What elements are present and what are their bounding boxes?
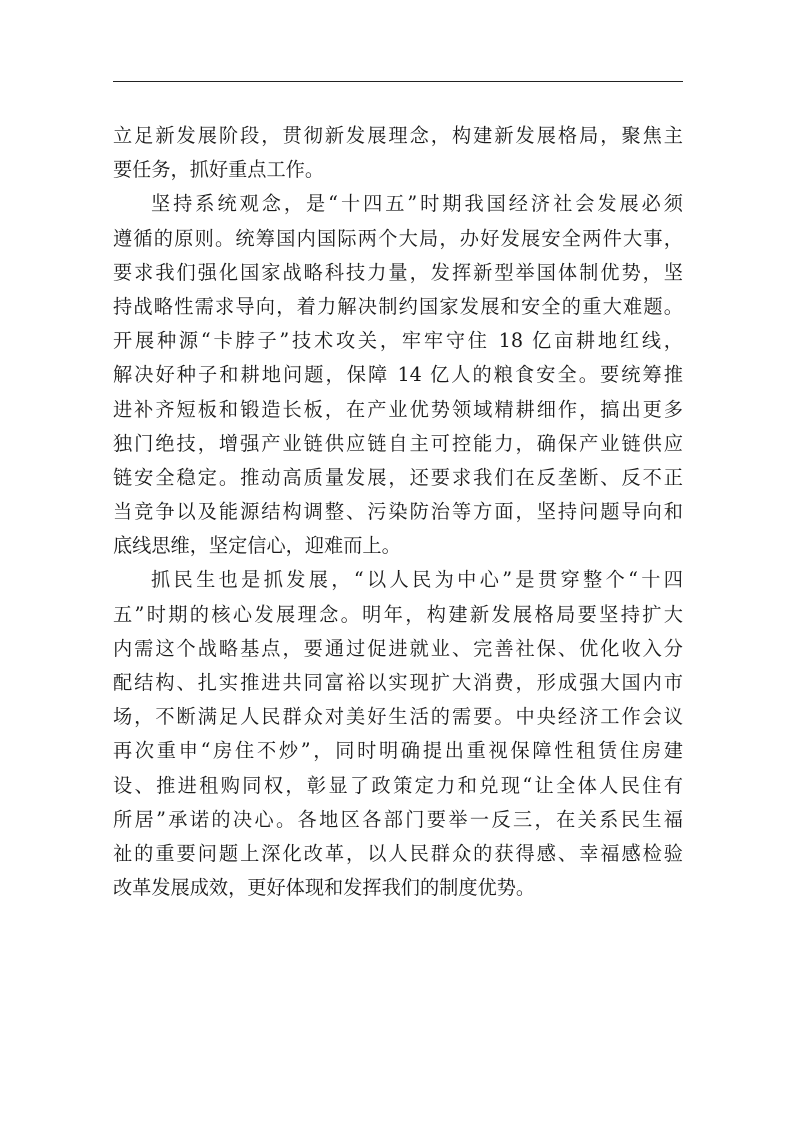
text-line: 持战略性需求导向，着力解决制约国家发展和安全的重大难题。 (113, 294, 683, 318)
text-line: 当竞争以及能源结构调整、污染防治等方面，坚持问题导向和 (113, 500, 683, 524)
text-line: 场，不断满足人民群众对美好生活的需要。中央经济工作会议 (113, 705, 683, 729)
text-line: 底线思维，坚定信心，迎难而上。 (113, 534, 401, 558)
text-line: 要任务，抓好重点工作。 (113, 158, 325, 182)
paragraph-start-line: 坚持系统观念，是“十四五”时期我国经济社会发展必须 (151, 192, 683, 216)
text-line: 要求我们强化国家战略科技力量，发挥新型举国体制优势，坚 (113, 260, 683, 284)
text-line: 设、推进租购同权，彰显了政策定力和兑现“让全体人民住有 (113, 773, 683, 797)
text-line: 链安全稳定。推动高质量发展，还要求我们在反垄断、反不正 (113, 465, 683, 489)
text-line: 内需这个战略基点，要通过促进就业、完善社保、优化收入分 (113, 636, 683, 660)
text-line: 遵循的原则。统筹国内国际两个大局，办好发展安全两件大事， (113, 226, 683, 250)
text-line: 再次重申“房住不炒”，同时明确提出重视保障性租赁住房建 (113, 739, 683, 763)
text-line: 五”时期的核心发展理念。明年，构建新发展格局要坚持扩大 (113, 602, 683, 626)
text-line: 解决好种子和耕地问题，保障 14 亿人的粮食安全。要统筹推 (113, 363, 683, 387)
text-line: 配结构、扎实推进共同富裕以实现扩大消费，形成强大国内市 (113, 671, 683, 694)
text-line: 立足新发展阶段，贯彻新发展理念，构建新发展格局，聚焦主 (113, 124, 683, 147)
text-line: 进补齐短板和锻造长板，在产业优势领域精耕细作，搞出更多 (113, 397, 683, 421)
text-line: 开展种源“卡脖子”技术攻关，牢牢守住 18 亿亩耕地红线， (113, 329, 683, 353)
text-line: 祉的重要问题上深化改革，以人民群众的获得感、幸福感检验 (113, 841, 683, 865)
text-line: 所居”承诺的决心。各地区各部门要举一反三，在关系民生福 (113, 807, 683, 831)
text-line: 改革发展成效，更好体现和发挥我们的制度优势。 (113, 876, 536, 900)
text-line: 独门绝技，增强产业链供应链自主可控能力，确保产业链供应 (113, 431, 683, 455)
header-rule (113, 81, 683, 82)
body-text (113, 119, 683, 905)
paragraph-start-line: 抓民生也是抓发展，“以人民为中心”是贯穿整个“十四 (151, 568, 683, 592)
